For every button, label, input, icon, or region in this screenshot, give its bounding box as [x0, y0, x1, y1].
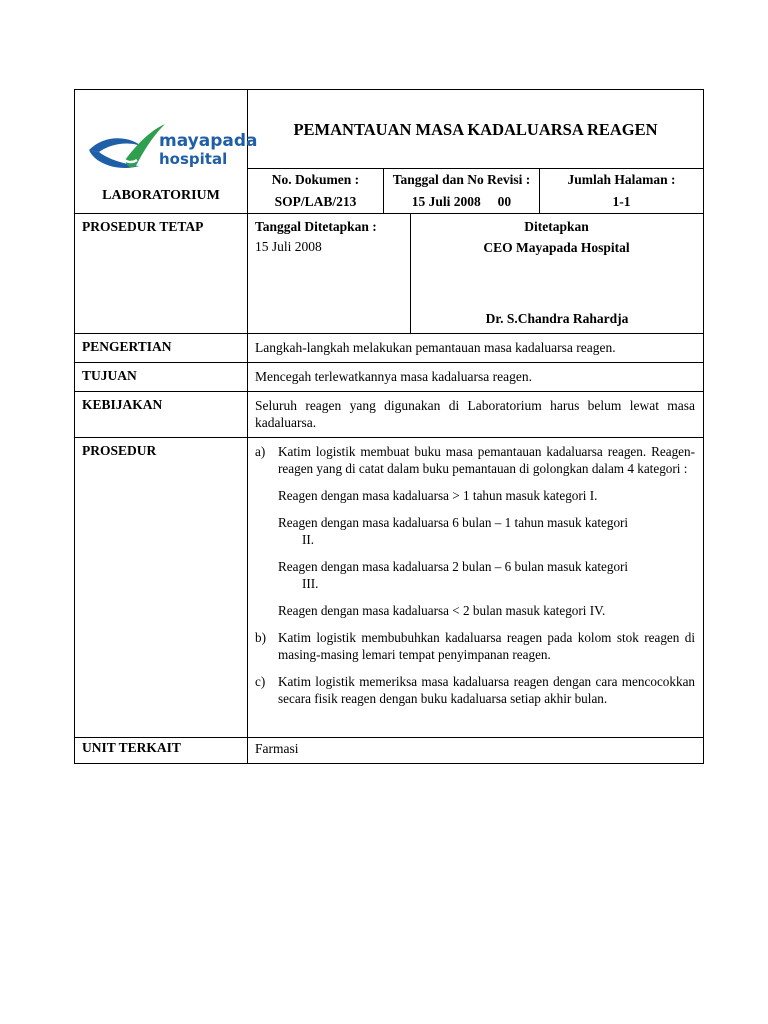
- category-2-cont: II.: [302, 532, 315, 547]
- revision-label: Tanggal dan No Revisi :: [392, 172, 531, 187]
- step-c-marker: c): [255, 674, 266, 689]
- date-established-label: Tanggal Ditetapkan :: [255, 219, 377, 234]
- unit-terkait-label: UNIT TERKAIT: [75, 738, 248, 764]
- doc-number-value: SOP/LAB/213: [274, 194, 357, 209]
- step-b-marker: b): [255, 630, 266, 645]
- date-established-cell: [248, 214, 411, 334]
- category-4: Reagen dengan masa kadaluarsa < 2 bulan masuk kategori IV.: [278, 603, 606, 618]
- category-3-text: Reagen dengan masa kadaluarsa 2 bulan – 6 bulan masuk kategori: [278, 559, 629, 574]
- date-established-value: 15 Juli 2008: [255, 239, 322, 254]
- category-2-text: Reagen dengan masa kadaluarsa 6 bulan – 1 tahun masuk kategori: [278, 515, 629, 530]
- document-title: [248, 90, 704, 169]
- procedure-step-a: [255, 443, 695, 619]
- revision-value: 15 Juli 2008 00: [411, 194, 512, 209]
- procedure-step-b: [255, 629, 695, 663]
- category-1: Reagen dengan masa kadaluarsa > 1 tahun masuk kategori I.: [278, 488, 598, 503]
- step-b-text: Katim logistik membubuhkan kadaluarsa reagen pada kolom stok reagen di masing-masing lemari tempat penyimpanan reagen.: [278, 630, 696, 662]
- department-label: LABORATORIUM: [102, 188, 220, 203]
- signatory-name: Dr. S.Chandra Rahardja: [485, 311, 629, 326]
- procedure-list: [255, 443, 695, 707]
- pengertian-text: Langkah-langkah melakukan pemantauan masa kadaluarsa reagen.: [248, 334, 704, 363]
- category-3-cont: III.: [302, 576, 319, 591]
- prosedur-content: [248, 438, 704, 738]
- tujuan-text: Mencegah terlewatkannya masa kadaluarsa reagen.: [248, 363, 704, 392]
- approval-authority: CEO Mayapada Hospital: [483, 240, 630, 255]
- tujuan-label: TUJUAN: [75, 363, 248, 392]
- protap-label: PROSEDUR TETAP: [75, 214, 248, 334]
- mayapada-hospital-logo-icon: [85, 120, 258, 178]
- prosedur-label: PROSEDUR: [75, 438, 248, 738]
- hospital-logo: [85, 120, 258, 178]
- logo-text-sub: hospital: [159, 150, 228, 168]
- pengertian-label: PENGERTIAN: [75, 334, 248, 363]
- kebijakan-text: Seluruh reagen yang digunakan di Laboratorium harus belum lewat masa kadaluarsa.: [248, 392, 704, 438]
- procedure-step-c: [255, 673, 695, 707]
- unit-terkait-text: Farmasi: [248, 738, 704, 764]
- logo-cell: [75, 90, 258, 214]
- revision-cell: [384, 169, 540, 214]
- page-count-cell: [540, 169, 704, 214]
- doc-number-cell: [248, 169, 384, 214]
- category-2: [278, 514, 695, 548]
- step-a-text: Katim logistik membuat buku masa pemantauan kadaluarsa reagen. Reagen-reagen yang di catat dalam buku pemantauan di golongkan dalam 4 kategori :: [278, 444, 696, 476]
- document-title-text: PEMANTAUAN MASA KADALUARSA REAGEN: [293, 120, 658, 139]
- approval-label: Ditetapkan: [524, 219, 589, 234]
- category-3: [278, 558, 695, 592]
- kebijakan-label: KEBIJAKAN: [75, 392, 248, 438]
- approval-cell: [411, 214, 704, 334]
- page-count-value: 1-1: [612, 194, 631, 209]
- logo-text-brand: mayapada: [159, 131, 258, 151]
- step-a-marker: a): [255, 444, 266, 459]
- page-count-label: Jumlah Halaman :: [567, 172, 676, 187]
- step-c-text: Katim logistik memeriksa masa kadaluarsa reagen dengan cara mencocokkan secara fisik reagen dengan buku kadaluarsa setiap akhir bulan.: [278, 674, 696, 706]
- sop-document-table: [74, 89, 704, 764]
- doc-number-label: No. Dokumen :: [271, 172, 360, 187]
